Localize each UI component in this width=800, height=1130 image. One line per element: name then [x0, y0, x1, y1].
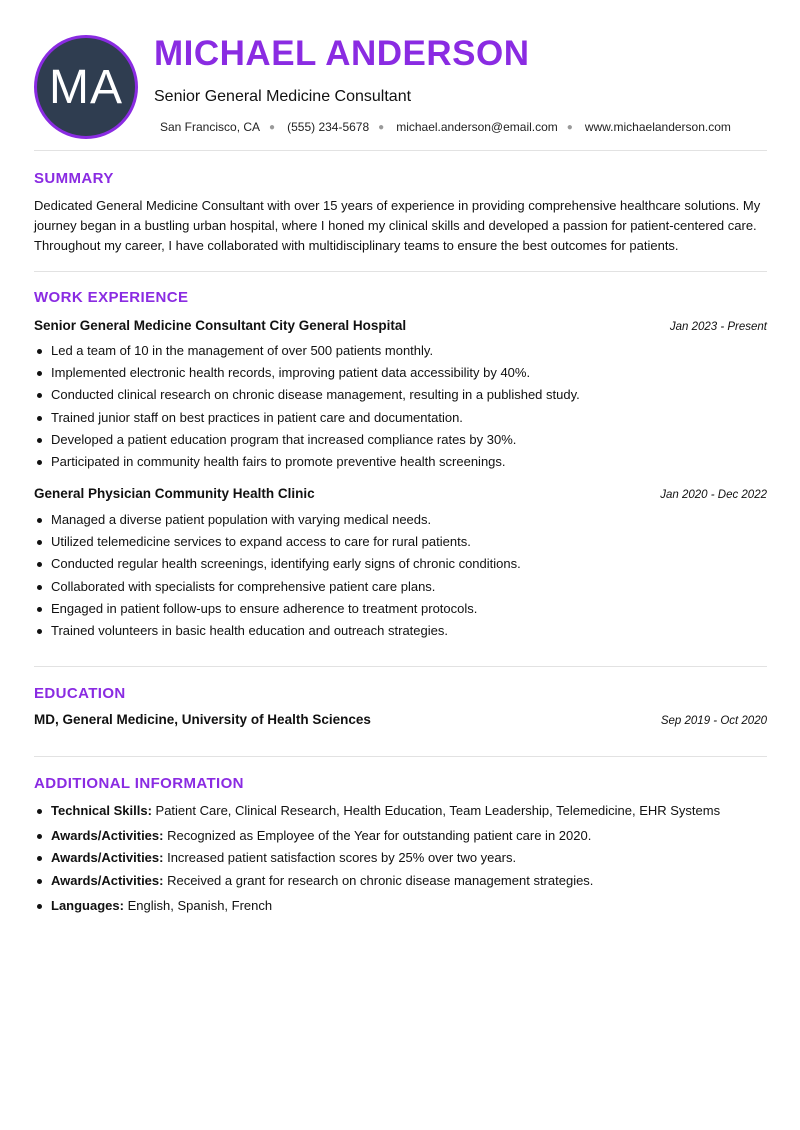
info-text: Patient Care, Clinical Research, Health Education, Team Leadership, Telemedicine, EHR Systems	[151, 803, 721, 818]
work-experience-heading: WORK EXPERIENCE	[34, 289, 189, 306]
education-divider	[34, 756, 767, 757]
list-item	[34, 847, 767, 869]
list-item: Collaborated with specialists for comprehensive patient care plans.	[34, 576, 767, 598]
candidate-name: MICHAEL ANDERSON	[154, 34, 530, 73]
info-text: Recognized as Employee of the Year for outstanding patient care in 2020.	[163, 828, 592, 844]
info-text: Received a grant for research on chronic disease management strategies.	[163, 872, 594, 888]
job-bullets	[34, 509, 767, 642]
list-item: Trained junior staff on best practices in patient care and documentation.	[34, 407, 767, 429]
education-heading: EDUCATION	[34, 685, 126, 702]
contact-email[interactable]: michael.anderson@email.com	[396, 120, 558, 134]
info-text: English, Spanish, French	[123, 897, 273, 913]
avatar-initials: MA	[49, 60, 123, 114]
info-label: Languages:	[51, 897, 124, 913]
summary-text: Dedicated General Medicine Consultant with over 15 years of experience in providing comprehensive healthcare solutions. My journey began in a bustling urban hospital, where I honed my clinical skills and developed a passion for patient-centered care. Throughout my career, I have collaborated with multidisciplinary teams to ensure the best outcomes for patients.	[34, 198, 761, 253]
additional-info-list	[34, 800, 767, 917]
info-label: Awards/Activities:	[51, 828, 164, 844]
contact-line	[160, 120, 731, 134]
info-label: Awards/Activities:	[51, 850, 164, 866]
candidate-title: Senior General Medicine Consultant	[154, 88, 412, 105]
list-item: Utilized telemedicine services to expand access to care for rural patients.	[34, 531, 767, 553]
avatar	[34, 35, 138, 139]
list-item: Developed a patient education program that increased compliance rates by 30%.	[34, 429, 767, 451]
list-item: Engaged in patient follow-ups to ensure adherence to treatment protocols.	[34, 598, 767, 620]
list-item	[34, 825, 767, 847]
list-item	[34, 895, 767, 917]
list-item: Trained volunteers in basic health education and outreach strategies.	[34, 620, 767, 642]
additional-info-heading: ADDITIONAL INFORMATION	[34, 775, 244, 792]
contact-website[interactable]: www.michaelanderson.com	[584, 120, 731, 134]
job-header	[34, 486, 767, 501]
list-item	[34, 800, 767, 822]
job-dates: Jan 2020 - Dec 2022	[660, 489, 767, 501]
contact-location: San Francisco, CA	[160, 120, 261, 134]
job-title: Senior General Medicine Consultant City General Hospital	[34, 318, 407, 333]
summary-heading: SUMMARY	[34, 170, 114, 187]
education-entry	[34, 712, 767, 727]
list-item: Participated in community health fairs to promote preventive health screenings.	[34, 451, 767, 473]
list-item: Conducted clinical research on chronic disease management, resulting in a published study.	[34, 384, 767, 406]
experience-divider	[34, 666, 767, 667]
education-dates: Sep 2019 - Oct 2020	[660, 715, 767, 727]
info-label: Technical Skills:	[51, 803, 152, 818]
job-header	[34, 318, 767, 333]
separator-dot-icon: ●	[269, 121, 276, 133]
job-title: General Physician Community Health Clinic	[34, 486, 315, 501]
list-item	[34, 870, 767, 892]
job-bullets	[34, 340, 767, 473]
list-item: Implemented electronic health records, improving patient data accessibility by 40%.	[34, 362, 767, 384]
separator-dot-icon: ●	[566, 121, 573, 133]
education-degree: MD, General Medicine, University of Health Sciences	[34, 712, 371, 727]
info-label: Awards/Activities:	[51, 872, 164, 888]
header-divider	[34, 150, 767, 151]
separator-dot-icon: ●	[378, 121, 385, 133]
list-item: Led a team of 10 in the management of over 500 patients monthly.	[34, 340, 767, 362]
list-item: Conducted regular health screenings, identifying early signs of chronic conditions.	[34, 553, 767, 575]
info-text: Increased patient satisfaction scores by 25% over two years.	[163, 850, 517, 866]
list-item: Managed a diverse patient population with varying medical needs.	[34, 509, 767, 531]
job-dates: Jan 2023 - Present	[669, 321, 767, 333]
contact-phone[interactable]: (555) 234-5678	[287, 120, 370, 134]
summary-divider	[34, 271, 767, 272]
